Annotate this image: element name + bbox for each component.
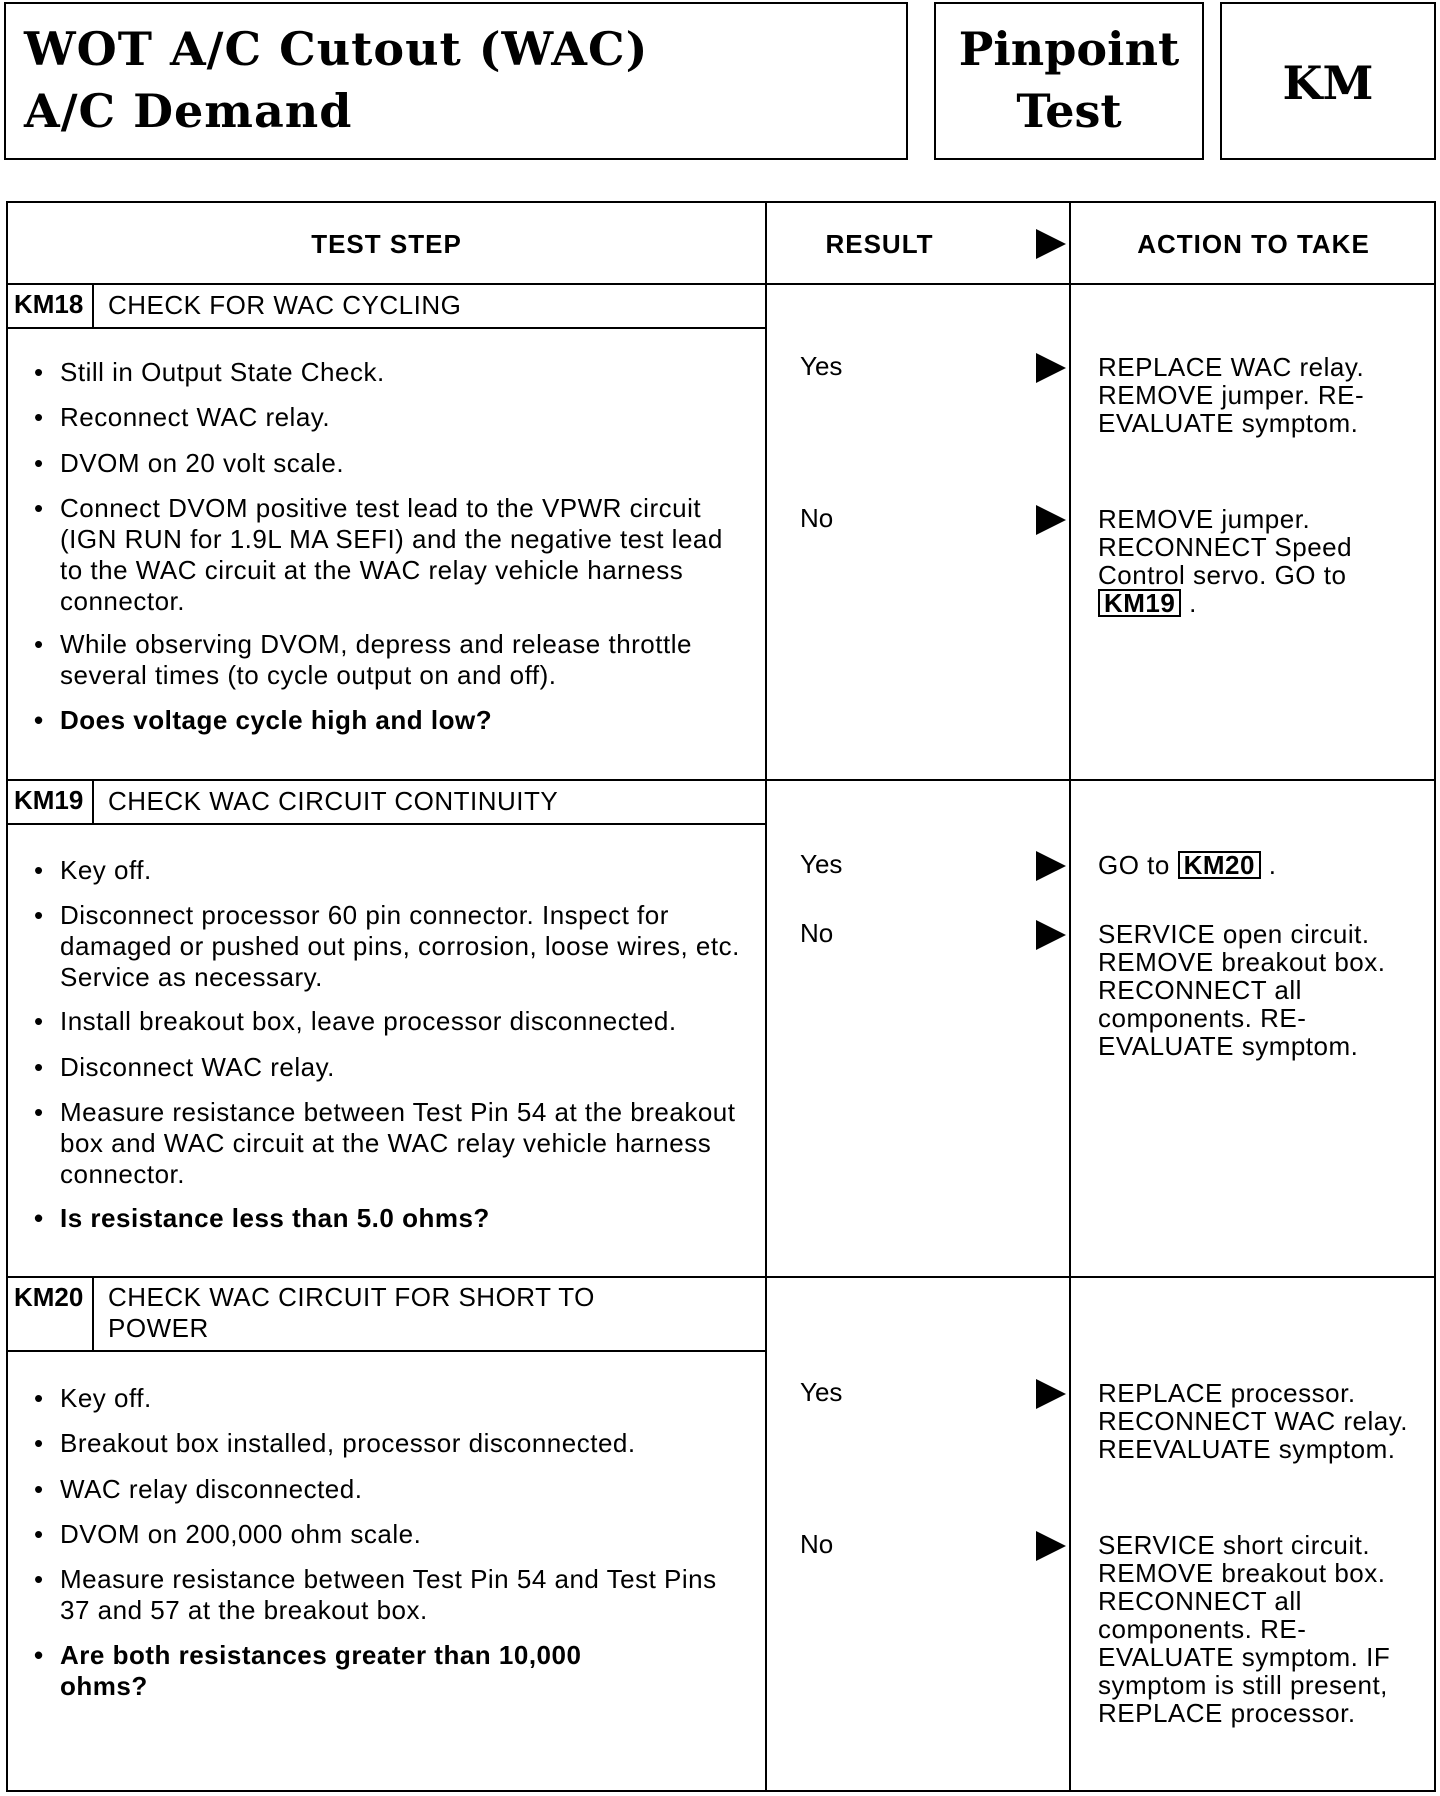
step-id-divider [92,1278,94,1350]
step-title: CHECK FOR WAC CYCLING [108,290,462,320]
step-bullet: • Still in Output State Check. [34,357,385,387]
step-bullet: • DVOM on 200,000 ohm scale. [34,1519,422,1549]
step-bullet: • Disconnect WAC relay. [34,1052,335,1082]
step-bullet: • WAC relay disconnected. [34,1474,363,1504]
action-text: GO to KM20 . [1098,850,1277,880]
header-test-step: TEST STEP [311,229,462,259]
result-label: Yes [800,1377,843,1407]
result-label: No [800,503,834,533]
pinpoint-table [6,201,1436,1792]
header-action: ACTION TO TAKE [1137,229,1370,259]
step-bullet: • While observing DVOM, depress and release throttle several times (to cycle output on and off). [34,629,692,690]
step-reference-km20: KM20 [1178,851,1261,879]
result-label: No [800,918,834,948]
step-bullet: • Disconnect processor 60 pin connector. Inspect for damaged or pushed out pins, corrosion, loose wires, etc. Service as necessary. [34,900,740,992]
step-id: KM19 [14,785,84,815]
pinpoint-label: Pinpoint [958,22,1180,76]
page-subtitle: A/C Demand [24,84,353,138]
step-bullet: • DVOM on 20 volt scale. [34,448,345,478]
action-text: REPLACE WAC relay. REMOVE jumper. RE-EVALUATE symptom. [1098,352,1365,438]
page-title: WOT A/C Cutout (WAC) [24,22,649,76]
action-text: SERVICE open circuit. REMOVE breakout box. RECONNECT all components. RE-EVALUATE symptom. [1098,919,1386,1061]
step-bullet: • Measure resistance between Test Pin 54 at the breakout box and WAC circuit at the WAC relay vehicle harness connector. [34,1097,736,1189]
step-question: • Does voltage cycle high and low? [34,705,493,735]
column-divider [1069,203,1071,1790]
test-label: Test [1016,84,1122,138]
result-label: Yes [800,351,843,381]
step-bullet: • Connect DVOM positive test lead to the VPWR circuit (IGN RUN for 1.9L MA SEFI) and the negative test lead to the WAC circuit at the WAC relay vehicle harness connector. [34,493,723,616]
step-question: • Are both resistances greater than 10,000 ohms? [34,1640,582,1701]
step-title: CHECK WAC CIRCUIT CONTINUITY [108,786,559,816]
step-id-divider [92,781,94,823]
title-box [4,2,908,160]
step-bullet: • Measure resistance between Test Pin 54 and Test Pins 37 and 57 at the breakout box. [34,1564,717,1625]
result-label: Yes [800,849,843,879]
step-bullet: • Breakout box installed, processor disconnected. [34,1428,636,1458]
step-bullet: • Key off. [34,1383,152,1413]
step-id: KM20 [14,1282,84,1312]
action-text: REPLACE processor. RECONNECT WAC relay. REEVALUATE symptom. [1098,1378,1408,1464]
step-header-km20 [8,1278,765,1352]
result-arrow-icon [1036,1531,1066,1561]
test-code: KM [1282,56,1374,110]
column-divider [765,203,767,1790]
test-code-box [1220,2,1436,160]
pinpoint-test-box [934,2,1204,160]
result-arrow-icon [1036,505,1066,535]
step-title: CHECK WAC CIRCUIT FOR SHORT TO POWER [108,1282,595,1343]
step-bullet: • Reconnect WAC relay. [34,402,331,432]
step-header-km19 [8,781,765,825]
header-result: RESULT [825,229,934,259]
step-header-km18 [8,285,765,329]
action-text: REMOVE jumper. RECONNECT Speed Control servo. GO to KM19 . [1098,504,1353,618]
step-bullet: • Key off. [34,855,152,885]
result-arrow-icon [1036,920,1066,950]
result-arrow-icon [1036,1379,1066,1409]
step-id: KM18 [14,289,84,319]
result-arrow-icon [1036,229,1066,259]
result-label: No [800,1529,834,1559]
step-question: • Is resistance less than 5.0 ohms? [34,1203,490,1233]
step-bullet: • Install breakout box, leave processor disconnected. [34,1006,677,1036]
result-arrow-icon [1036,851,1066,881]
action-text: SERVICE short circuit. REMOVE breakout box. RECONNECT all components. RE-EVALUATE symptom. IF symptom is still present, REPLACE processor. [1098,1530,1391,1728]
step-id-divider [92,285,94,327]
result-arrow-icon [1036,353,1066,383]
step-reference-km19: KM19 [1098,589,1181,617]
